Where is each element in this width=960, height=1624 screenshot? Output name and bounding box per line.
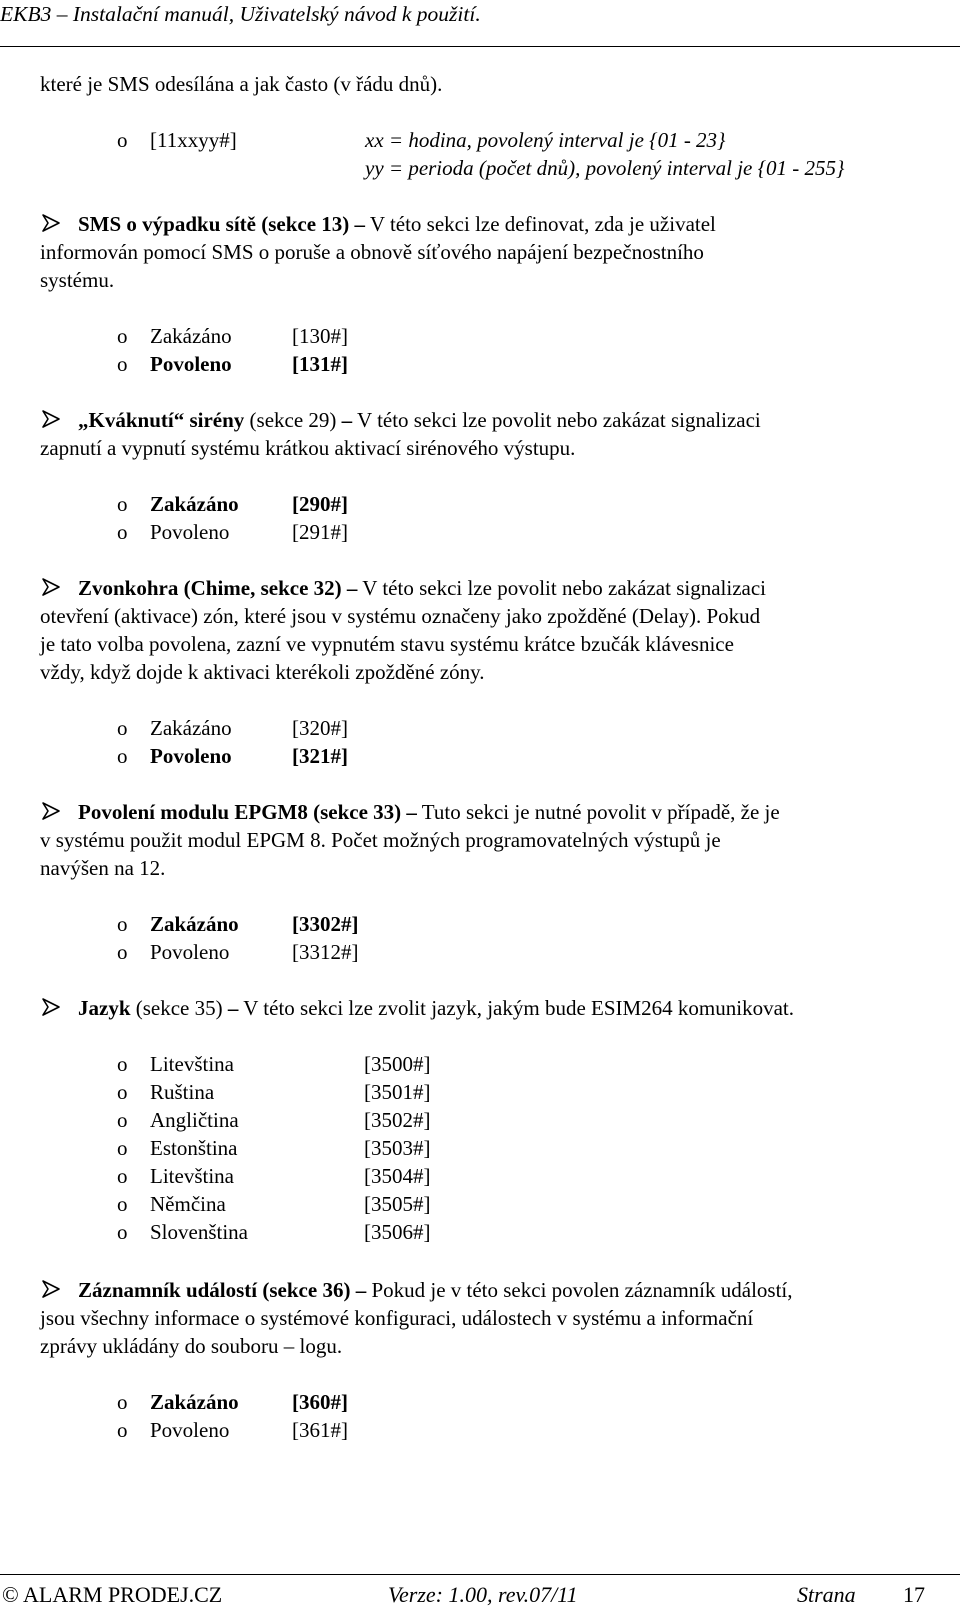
list-marker: o — [117, 1192, 128, 1216]
section-36-heading — [78, 1278, 793, 1303]
option-code: [3302#] — [292, 912, 359, 936]
footer-rule — [0, 1574, 960, 1575]
option-code: [320#] — [292, 716, 348, 740]
option-code: [11xxyy#] — [150, 128, 237, 152]
option-code: [131#] — [292, 352, 348, 376]
footer-page-number: 17 — [903, 1582, 925, 1607]
section-text: Tuto sekci je nutné povolit v případě, že je — [421, 800, 780, 824]
option-code: [291#] — [292, 520, 348, 544]
language-code: [3503#] — [364, 1136, 431, 1160]
option-code: [3312#] — [292, 940, 359, 964]
list-marker: o — [117, 492, 128, 516]
language-code: [3502#] — [364, 1108, 431, 1132]
arrow-bullet-icon — [40, 996, 62, 1018]
dash: – — [227, 996, 239, 1020]
section-33-heading — [78, 800, 780, 825]
section-title: „Kváknutí“ sirény — [78, 408, 245, 432]
section-text: Pokud je v této sekci povolen záznamník událostí, — [371, 1278, 793, 1302]
list-marker: o — [117, 940, 128, 964]
option-label: Zakázáno — [150, 324, 232, 348]
dash: – — [346, 576, 358, 600]
option-code: [321#] — [292, 744, 348, 768]
section-text: zprávy ukládány do souboru – logu. — [40, 1334, 343, 1358]
option-label: Zakázáno — [150, 912, 239, 936]
dash: – — [406, 800, 417, 824]
section-text: vždy, když dojde k aktivaci kterékoli zpožděné zóny. — [40, 660, 485, 684]
section-text: navýšen na 12. — [40, 856, 166, 880]
footer-page-label: Strana — [797, 1582, 856, 1607]
language-label: Němčina — [150, 1192, 226, 1216]
section-title: Zvonkohra (Chime, sekce 32) — [78, 576, 342, 600]
header-rule — [0, 46, 960, 47]
arrow-bullet-icon — [40, 1278, 62, 1300]
section-text: jsou všechny informace o systémové konfiguraci, událostech v systému a informační — [40, 1306, 754, 1330]
header-title: EKB3 – Instalační manuál, Uživatelský návod k použití. — [0, 2, 481, 26]
section-text: otevření (aktivace) zón, které jsou v systému označeny jako zpožděné (Delay). Pokud — [40, 604, 761, 628]
language-label: Angličtina — [150, 1108, 239, 1132]
language-code: [3504#] — [364, 1164, 431, 1188]
language-code: [3501#] — [364, 1080, 431, 1104]
list-marker: o — [117, 324, 128, 348]
option-code: [290#] — [292, 492, 348, 516]
arrow-bullet-icon — [40, 800, 62, 822]
option-label: Zakázáno — [150, 492, 239, 516]
list-marker: o — [117, 1164, 128, 1188]
dash: – — [354, 212, 366, 236]
option-code: [361#] — [292, 1418, 348, 1442]
language-label: Ruština — [150, 1080, 215, 1104]
section-text: zapnutí a vypnutí systému krátkou aktivací sirénového výstupu. — [40, 436, 576, 460]
section-text: informován pomocí SMS o poruše a obnově síťového napájení bezpečnostního — [40, 240, 704, 264]
arrow-bullet-icon — [40, 576, 62, 598]
footer-version: Verze: 1.00, rev.07/11 — [388, 1582, 578, 1607]
section-text: je tato volba povolena, zazní ve vypnutém stavu systému krátce bzučák klávesnice — [40, 632, 734, 656]
option-label: Povoleno — [150, 744, 232, 768]
list-marker: o — [117, 1080, 128, 1104]
option-label: Zakázáno — [150, 1390, 239, 1414]
option-label: Povoleno — [150, 940, 230, 964]
section-title: SMS o výpadku sítě (sekce 13) — [78, 212, 350, 236]
option-label: Povoleno — [150, 520, 230, 544]
option-label: Zakázáno — [150, 716, 232, 740]
section-text: V této sekci lze zvolit jazyk, jakým bude ESIM264 komunikovat. — [243, 996, 795, 1020]
section-text: v systému použit modul EPGM 8. Počet možných programovatelných výstupů je — [40, 828, 721, 852]
option-label: Povoleno — [150, 1418, 230, 1442]
list-marker: o — [117, 1418, 128, 1442]
intro-line: které je SMS odesílána a jak často (v řádu dnů). — [40, 72, 443, 96]
section-title: Záznamník událostí (sekce 36) — [78, 1278, 351, 1302]
language-label: Slovenština — [150, 1220, 248, 1244]
list-marker: o — [117, 128, 128, 152]
section-title: Jazyk — [78, 996, 131, 1020]
language-label: Litevština — [150, 1164, 234, 1188]
arrow-bullet-icon — [40, 408, 62, 430]
list-marker: o — [117, 1052, 128, 1076]
list-marker: o — [117, 352, 128, 376]
section-13-heading — [78, 212, 716, 237]
option-code: [130#] — [292, 324, 348, 348]
section-title: Povolení modulu EPGM8 (sekce 33) — [78, 800, 402, 824]
section-title-suffix: (sekce 35) — [135, 996, 223, 1020]
section-35-heading — [78, 996, 794, 1021]
language-code: [3506#] — [364, 1220, 431, 1244]
language-label: Litevština — [150, 1052, 234, 1076]
option-code: [360#] — [292, 1390, 348, 1414]
language-code: [3500#] — [364, 1052, 431, 1076]
section-text: V této sekci lze povolit nebo zakázat signalizaci — [357, 408, 761, 432]
language-code: [3505#] — [364, 1192, 431, 1216]
list-marker: o — [117, 1390, 128, 1414]
list-marker: o — [117, 1136, 128, 1160]
language-label: Estonština — [150, 1136, 238, 1160]
list-marker: o — [117, 520, 128, 544]
interval-desc-period: yy = perioda (počet dnů), povolený interval je {01 - 255} — [365, 156, 845, 180]
interval-desc-hour: xx = hodina, povolený interval je {01 - 23} — [365, 128, 726, 152]
list-marker: o — [117, 716, 128, 740]
section-text: V této sekci lze povolit nebo zakázat signalizaci — [362, 576, 767, 600]
dash: – — [341, 408, 353, 432]
section-text: systému. — [40, 268, 115, 292]
section-29-heading — [78, 408, 761, 433]
list-marker: o — [117, 1108, 128, 1132]
list-marker: o — [117, 912, 128, 936]
list-marker: o — [117, 744, 128, 768]
footer-company: © ALARM PRODEJ.CZ — [2, 1582, 223, 1607]
section-title-suffix: (sekce 29) — [249, 408, 337, 432]
option-label: Povoleno — [150, 352, 232, 376]
dash: – — [355, 1278, 367, 1302]
arrow-bullet-icon — [40, 212, 62, 234]
page-header — [0, 2, 960, 27]
section-text: V této sekci lze definovat, zda je uživatel — [369, 212, 716, 236]
list-marker: o — [117, 1220, 128, 1244]
section-32-heading — [78, 576, 766, 601]
